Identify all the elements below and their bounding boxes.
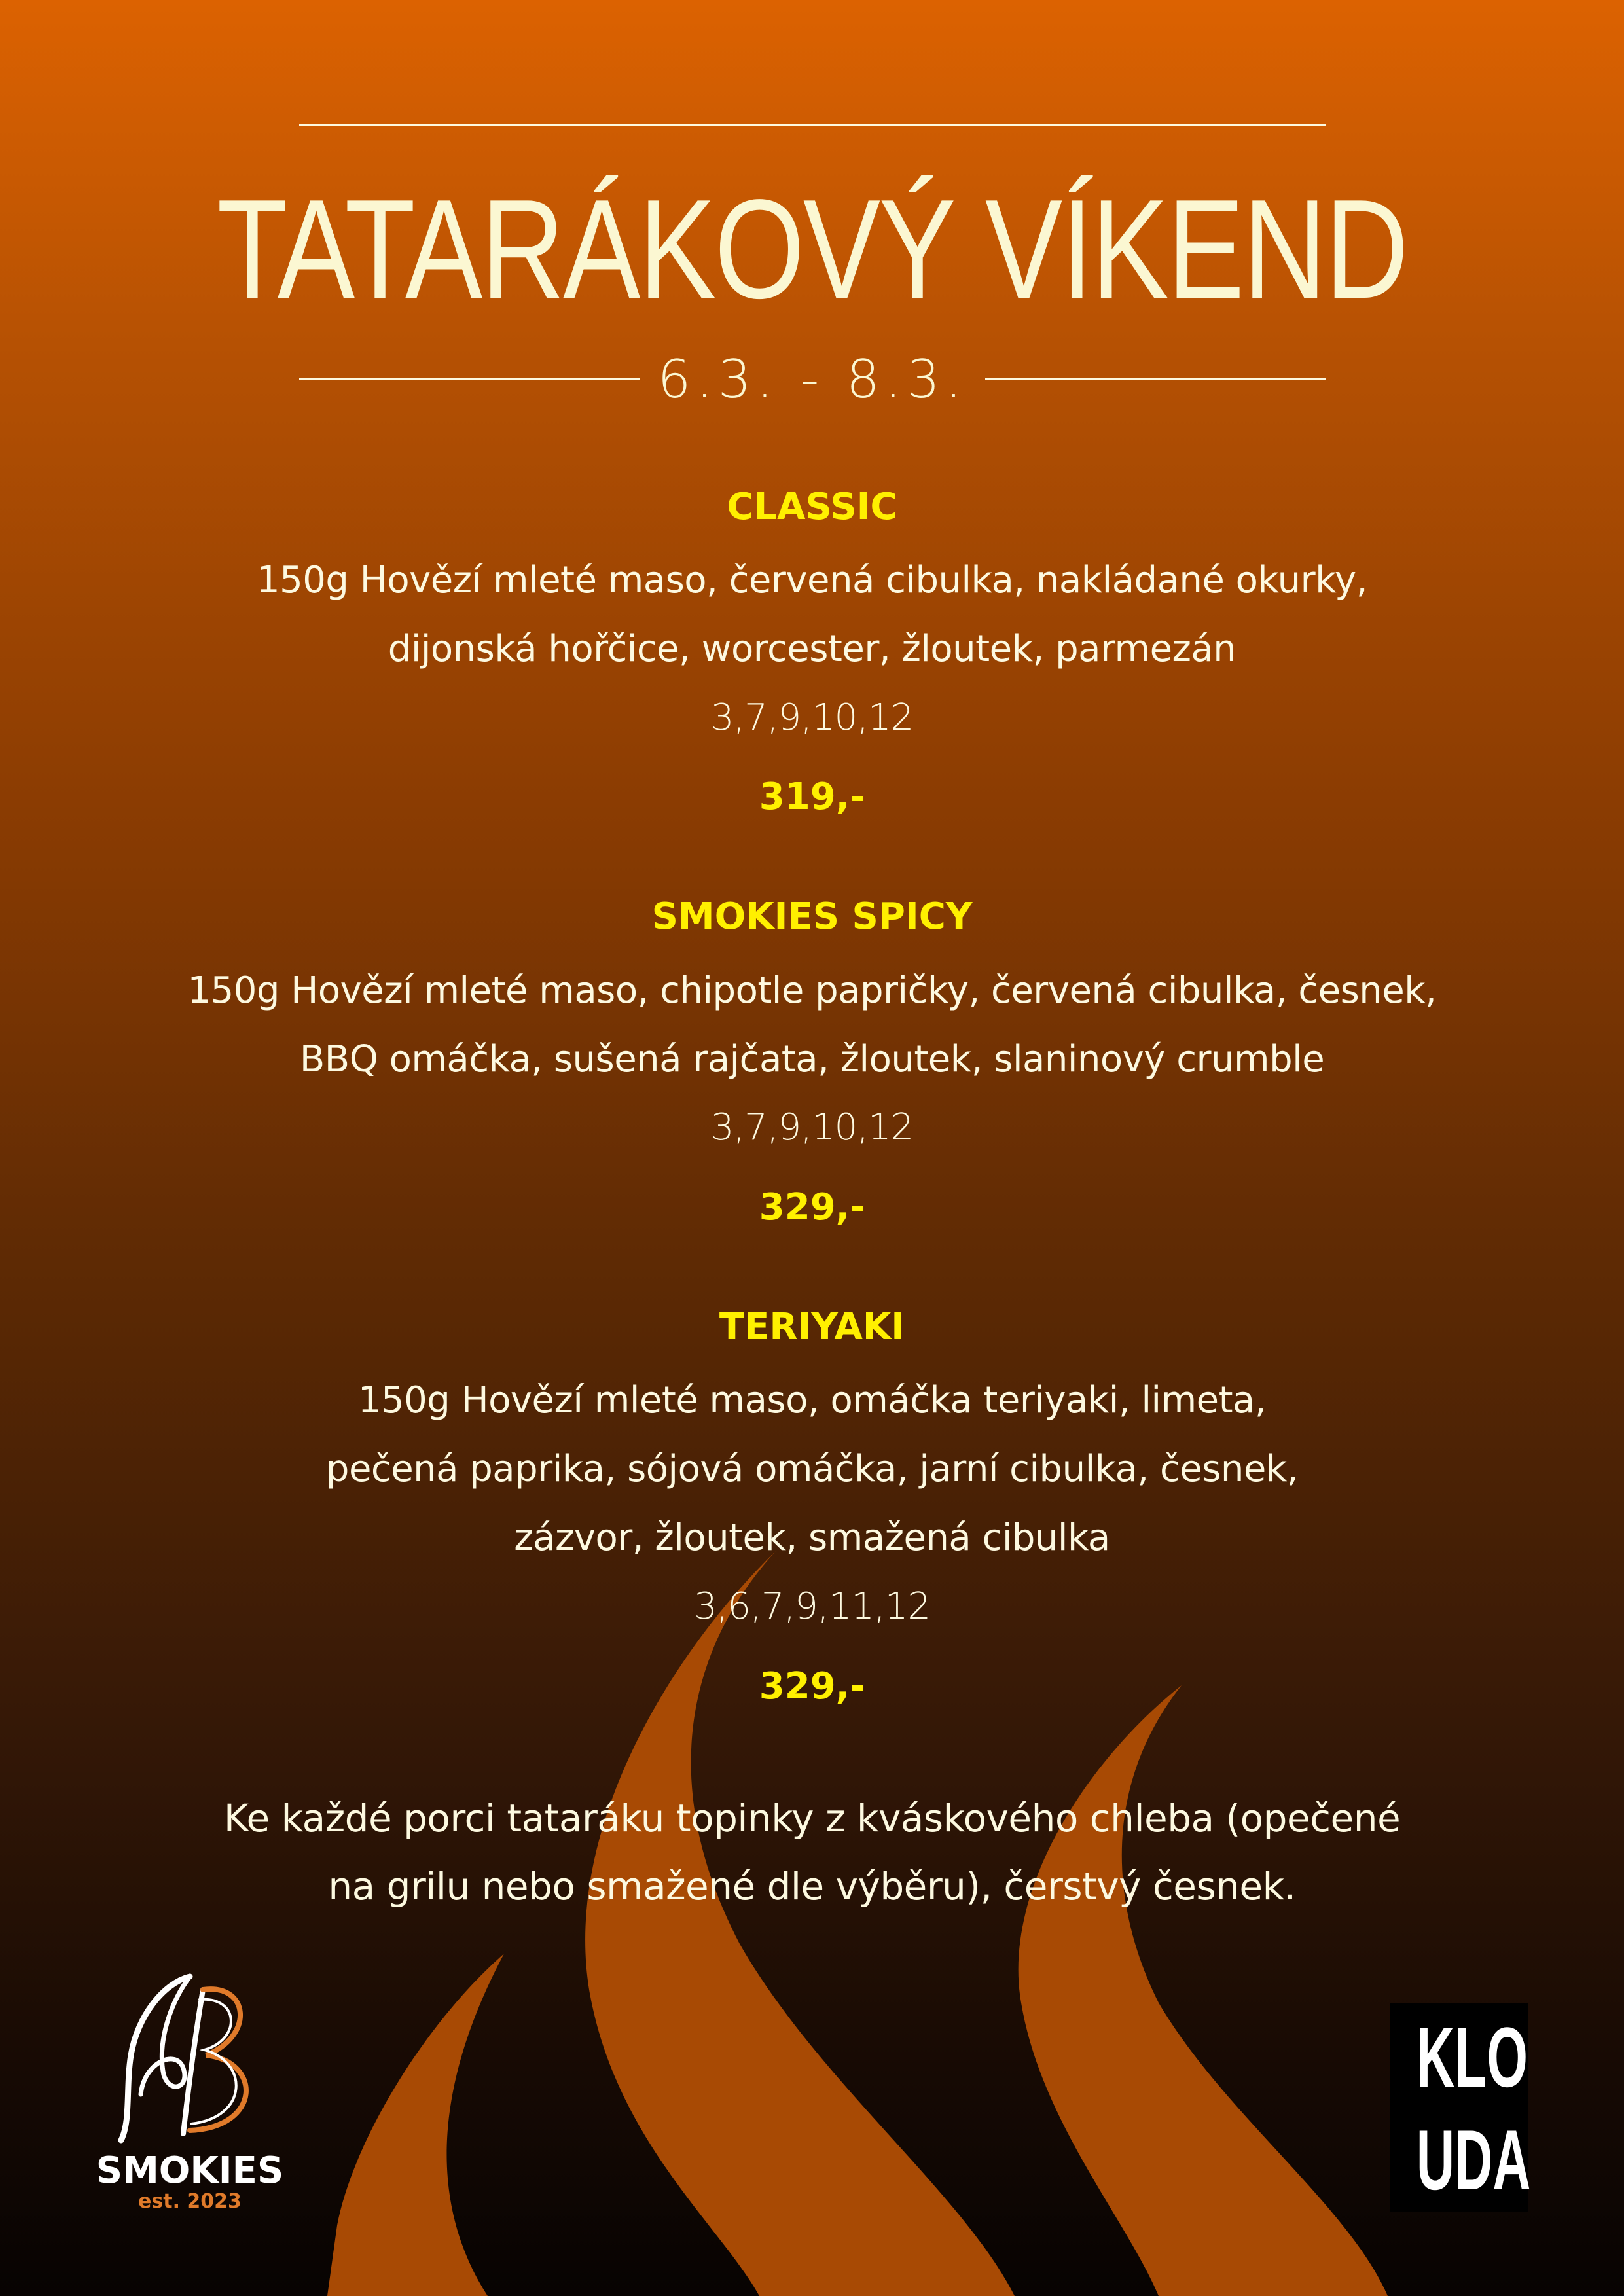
- menu-item-allergens: 3,7,9,10,12: [710, 1106, 914, 1149]
- menu-item-name: SMOKIES SPICY: [651, 895, 973, 938]
- menu-item-description: 150g Hovězí mleté maso, chipotle papričky, červená cibulka, česnek,: [187, 969, 1437, 1012]
- klouda-wordmark: KLO: [1416, 2009, 1528, 2105]
- menu-item-description: 150g Hovězí mleté maso, červená cibulka, nakládané okurky,: [257, 559, 1367, 601]
- menu-item-price: 329,-: [759, 1186, 865, 1229]
- menu-item-name: TERIYAKI: [719, 1306, 905, 1348]
- title-divider-top: [299, 124, 1326, 126]
- date-divider-left: [299, 378, 640, 380]
- menu-item-allergens: 3,6,7,9,11,12: [693, 1585, 931, 1628]
- smokies-logo-text: SMOKIES: [96, 2149, 284, 2192]
- klouda-logo: [1390, 2003, 1531, 2212]
- smokies-logo: [92, 1964, 288, 2225]
- menu-item-description: BBQ omáčka, sušená rajčata, žloutek, slaninový crumble: [299, 1038, 1325, 1081]
- klouda-wordmark: UDA: [1416, 2112, 1531, 2208]
- date-divider-right: [985, 378, 1326, 380]
- event-dates: 6.3. - 8.3.: [657, 349, 967, 410]
- serving-note: na grilu nebo smažené dle výběru), čerstvý česnek.: [328, 1864, 1296, 1909]
- menu-item-price: 319,-: [759, 776, 865, 818]
- menu-item-description: pečená paprika, sójová omáčka, jarní cibulka, česnek,: [325, 1448, 1299, 1490]
- menu-item-description: dijonská hořčice, worcester, žloutek, parmezán: [388, 628, 1236, 670]
- menu-item-price: 329,-: [759, 1665, 865, 1708]
- menu-item-description: 150g Hovězí mleté maso, omáčka teriyaki, limeta,: [357, 1379, 1267, 1422]
- menu-item-description: zázvor, žloutek, smažená cibulka: [514, 1516, 1110, 1559]
- menu-item-allergens: 3,7,9,10,12: [710, 696, 914, 739]
- page-title: TATARÁKOVÝ VÍKEND: [217, 170, 1407, 328]
- smokies-logo-est: est. 2023: [138, 2190, 242, 2213]
- smokies-sb-monogram: [92, 1964, 288, 2153]
- menu-item-name: CLASSIC: [727, 486, 897, 528]
- serving-note: Ke každé porci tataráku topinky z kváskového chleba (opečené: [223, 1796, 1401, 1840]
